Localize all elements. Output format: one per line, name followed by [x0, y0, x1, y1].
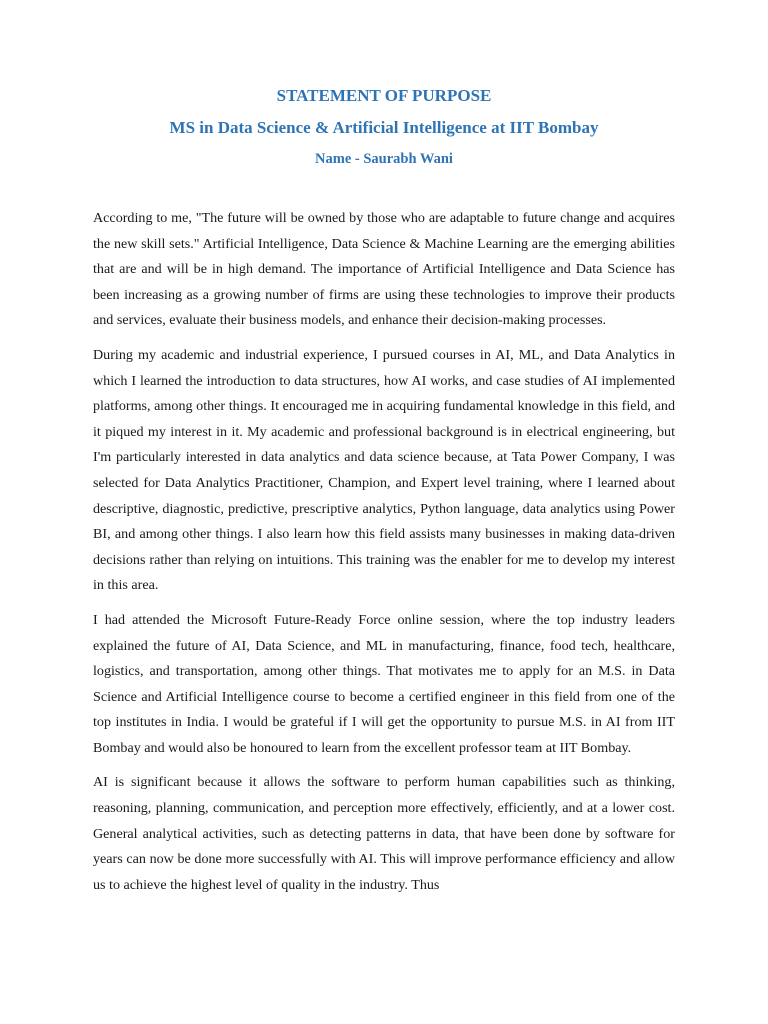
paragraph: According to me, "The future will be owned by those who are adaptable to future change and acquires the new skill sets." Artificial Intelligence, Data Science & Machine Learning are the emerging abilities that are and will be in high demand. The importance of Artificial Intelligence and Data Science has been increasing as a growing number of firms are using these technologies to improve their products and services, evaluate their business models, and enhance their decision-making processes. [93, 210, 675, 329]
document-title: STATEMENT OF PURPOSE [276, 86, 492, 105]
document-body [93, 206, 675, 907]
document-subtitle: MS in Data Science & Artificial Intelligence at IIT Bombay [169, 118, 599, 137]
paragraph: I had attended the Microsoft Future-Ready Force online session, where the top industry leaders explained the future of AI, Data Science, and ML in manufacturing, finance, food tech, healthcare, logistics, and transportation, among other things. That motivates me to apply for an M.S. in Data Science and Artificial Intelligence course to become a certified engineer in this field from one of the top institutes in India. I would be grateful if I will get the opportunity to pursue M.S. in AI from IIT Bombay and would also be honoured to learn from the excellent professor team at IIT Bombay. [93, 611, 675, 756]
paragraph: During my academic and industrial experience, I pursued courses in AI, ML, and Data Analytics in which I learned the introduction to data structures, how AI works, and case studies of AI implemented platforms, among other things. It encouraged me in acquiring fundamental knowledge in this field, and it piqued my interest in it. My academic and professional background is in electrical engineering, but I'm particularly interested in data analytics and data science because, at Tata Power Company, I was selected for Data Analytics Practitioner, Champion, and Expert level training, where I learned about descriptive, diagnostic, predictive, prescriptive analytics, Python language, data analytics using Power BI, and among other things. I also learn how this field assists many businesses in making data-driven decisions rather than relying on intuitions. This training was the enabler for me to develop my interest in this area. [93, 346, 675, 594]
author-name: Name - Saurabh Wani [315, 151, 453, 167]
paragraph: AI is significant because it allows the software to perform human capabilities such as thinking, reasoning, planning, communication, and perception more effectively, efficiently, and at a lower cost. General analytical activities, such as detecting patterns in data, that have been done by software for years can now be done more successfully with AI. This will improve performance efficiency and allow us to achieve the highest level of quality in the industry. Thus [93, 774, 675, 893]
